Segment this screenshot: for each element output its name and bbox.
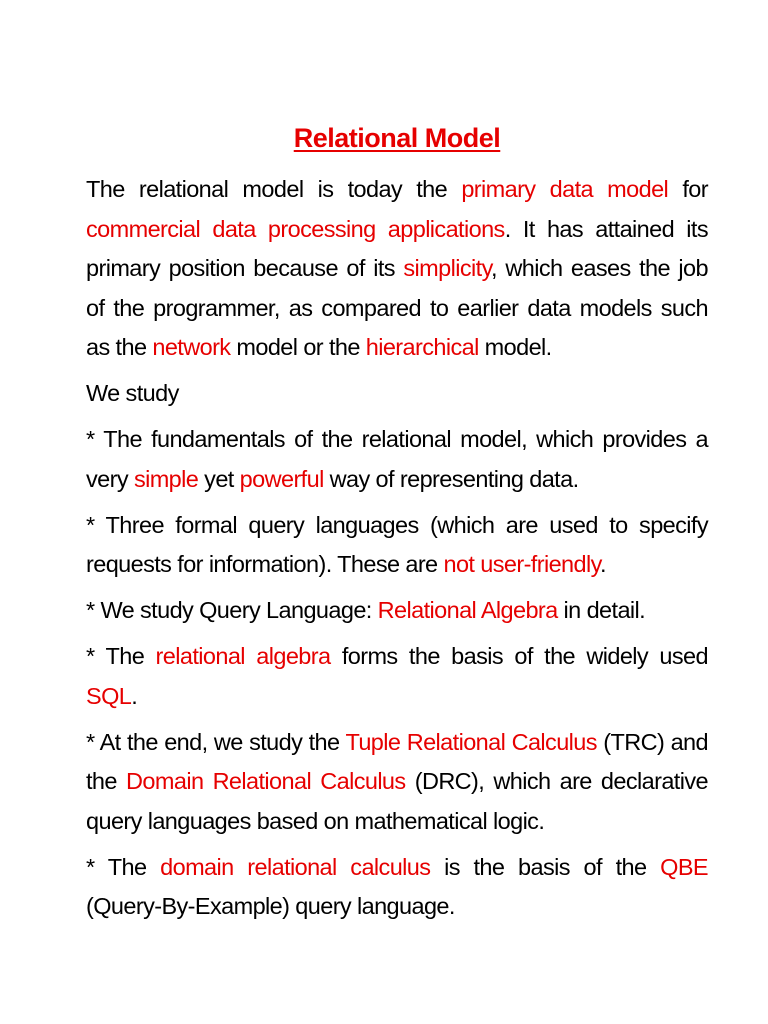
highlighted-term: network bbox=[152, 334, 231, 360]
slide-content bbox=[86, 118, 708, 933]
text-segment: (Query-By-Example) query language. bbox=[86, 893, 455, 919]
highlighted-term: QBE bbox=[660, 853, 708, 880]
text-segment: * Three formal query languages (which are used to specify requests for information). These are bbox=[86, 511, 708, 577]
highlighted-term: domain relational calculus bbox=[160, 853, 431, 880]
highlighted-term: Relational Algebra bbox=[377, 597, 558, 623]
text-segment: (TRC) and the bbox=[86, 728, 708, 794]
highlighted-term: relational algebra bbox=[155, 643, 331, 669]
highlighted-term: hierarchical bbox=[365, 334, 479, 360]
text-segment: in detail. bbox=[557, 597, 646, 623]
text-segment: , which eases the job of the programmer, as compared to earlier data models such as the bbox=[86, 255, 708, 360]
text-segment: We study bbox=[86, 380, 179, 406]
text-segment: for bbox=[668, 176, 708, 202]
text-segment: . It has attained its primary position because of its bbox=[86, 215, 709, 281]
text-segment: * The fundamentals of the relational model, which provides a very bbox=[86, 426, 708, 492]
text-segment: * The bbox=[86, 853, 161, 880]
text-segment: way of representing data. bbox=[323, 465, 579, 492]
bullet-point bbox=[86, 723, 708, 842]
bullet-point bbox=[86, 506, 708, 585]
highlighted-term: primary data model bbox=[461, 176, 669, 202]
slide-body bbox=[86, 170, 708, 927]
slide-title: Relational Model bbox=[293, 123, 501, 153]
bullet-point bbox=[86, 591, 708, 631]
intro-paragraph bbox=[86, 170, 708, 368]
highlighted-term: Domain Relational Calculus bbox=[126, 768, 406, 794]
text-segment: model. bbox=[478, 334, 552, 360]
section-intro bbox=[86, 374, 708, 414]
text-segment: forms the basis of the widely used bbox=[330, 643, 708, 669]
highlighted-term: simplicity bbox=[403, 255, 491, 281]
highlighted-term: not user-friendly bbox=[443, 551, 601, 577]
text-segment: model or the bbox=[230, 334, 366, 360]
text-segment: * We study Query Language: bbox=[86, 597, 378, 623]
text-segment: The relational model is today the bbox=[86, 176, 462, 202]
text-segment: . bbox=[600, 551, 606, 577]
text-segment: yet bbox=[198, 465, 240, 492]
highlighted-term: Tuple Relational Calculus bbox=[345, 728, 597, 755]
highlighted-term: commercial data processing applications bbox=[86, 215, 505, 242]
text-segment: . bbox=[131, 682, 138, 709]
text-segment: * At the end, we study the bbox=[86, 728, 346, 755]
text-segment: * The bbox=[86, 643, 156, 669]
highlighted-term: powerful bbox=[239, 465, 324, 492]
bullet-point bbox=[86, 420, 708, 499]
text-segment: (DRC), which are declarative query languages based on mathematical logic. bbox=[86, 768, 708, 834]
highlighted-term: SQL bbox=[86, 682, 132, 709]
bullet-point bbox=[86, 637, 708, 716]
bullet-point bbox=[86, 848, 708, 927]
text-segment: is the basis of the bbox=[430, 853, 661, 880]
highlighted-term: simple bbox=[133, 465, 199, 492]
